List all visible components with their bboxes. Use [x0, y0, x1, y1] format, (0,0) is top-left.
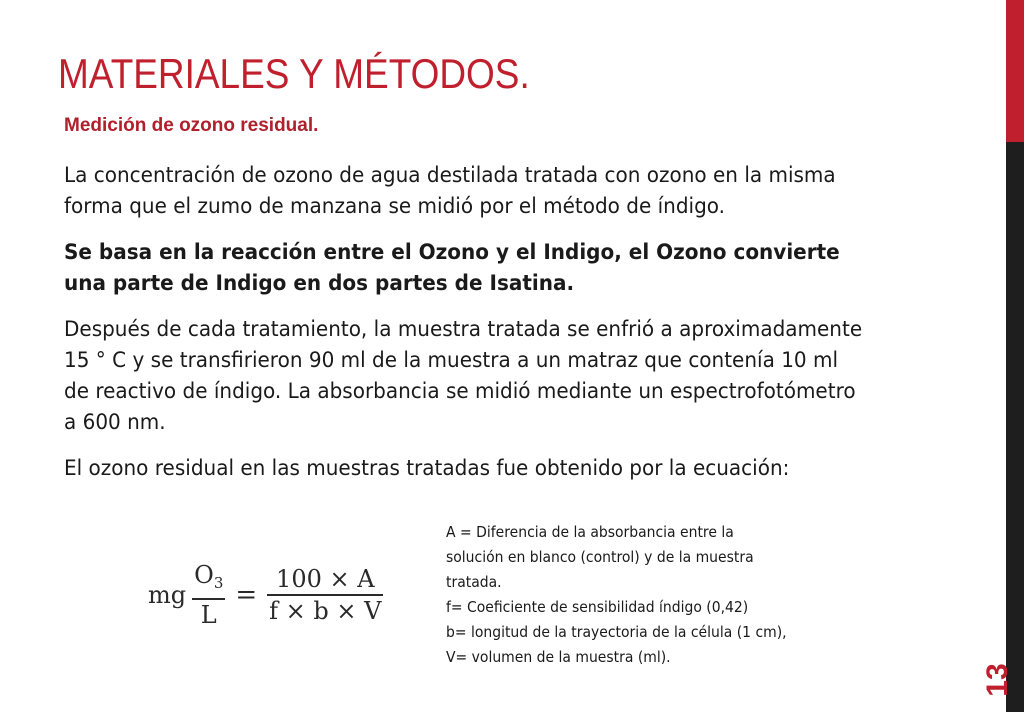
equation-lhs-fraction [192, 561, 225, 629]
fraction-bar [267, 594, 383, 596]
equation-lhs-denominator: L [200, 601, 217, 629]
equation-rhs-denominator: f × b × V [269, 597, 382, 625]
equation-unit: mg [148, 581, 187, 609]
legend-line: b= longitud de la trayectoria de la célula (1 cm), [446, 623, 787, 641]
legend-line: f= Coeficiente de sensibilidad índigo (0,42) [446, 598, 749, 616]
page-number: 13 [981, 663, 1014, 697]
slide-title: MATERIALES Y MÉTODOS. [58, 50, 530, 97]
paragraph-procedure: Después de cada tratamiento, la muestra tratada se enfrió a aproximadamente 15 ° C y se transfirieron 90 ml de la muestra a un matraz que contenía 10 ml de reactivo de índigo. La absorbancia se midió mediante un espectrofotómetro a 600 nm. [64, 317, 863, 435]
side-bar-dark [1006, 142, 1024, 712]
fraction-bar [192, 598, 225, 600]
ozone-equation [148, 560, 385, 630]
legend-line: A = Diferencia de la absorbancia entre la [446, 523, 734, 541]
equation-rhs-fraction [267, 565, 383, 625]
side-bar-accent [1006, 0, 1024, 142]
equation-rhs-numerator: 100 × A [276, 565, 375, 593]
paragraph-method: La concentración de ozono de agua destilada tratada con ozono en la misma forma que el zumo de manzana se midió por el método de índigo. [64, 163, 836, 219]
legend-line: tratada. [446, 573, 502, 591]
body-text [64, 160, 864, 499]
equation-legend [446, 520, 874, 670]
legend-line: solución en blanco (control) y de la muestra [446, 548, 754, 566]
equation-lhs-numerator [192, 561, 225, 597]
ozone-subscript: 3 [213, 574, 224, 592]
slide-subtitle: Medición de ozono residual. [64, 115, 319, 136]
equals-sign: = [235, 580, 258, 610]
legend-line: V= volumen de la muestra (ml). [446, 648, 671, 666]
paragraph-reaction: Se basa en la reacción entre el Ozono y el Indigo, el Ozono convierte una parte de Indigo en dos partes de Isatina. [64, 240, 840, 296]
paragraph-equation-intro: El ozono residual en las muestras tratadas fue obtenido por la ecuación: [64, 456, 790, 481]
ozone-symbol: O [194, 561, 214, 589]
